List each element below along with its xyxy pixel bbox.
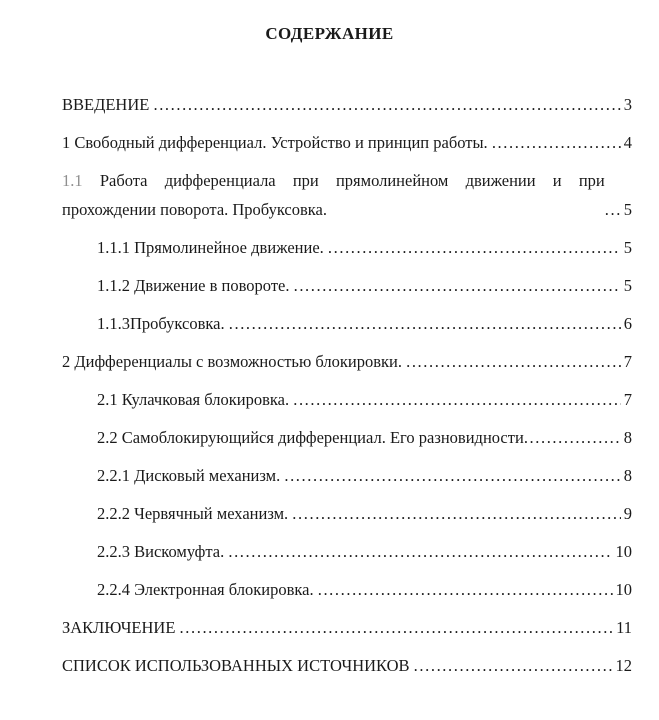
toc-page-number: 3 [623,95,632,114]
toc-entry-text: 1.1 Работа дифференциала при прямолинейном движении и при прохождении поворота. Пробуксовка. [62,171,605,219]
toc-page-number: 8 [623,466,632,485]
toc-leader-dots [318,575,613,604]
toc-entry-text: 1.1.1 Прямолинейное движение. [97,238,324,257]
toc-page-number: 11 [616,618,632,637]
toc-entry-number: 1.1 [62,171,83,190]
toc-entry [62,461,632,490]
toc-leader-dots [228,537,612,566]
toc-entry-text: 2.2.2 Червячный механизм. [97,504,289,523]
toc-entry-text: ВВЕДЕНИЕ [62,95,150,114]
toc-leader-dots [524,423,621,452]
page-title: СОДЕРЖАНИЕ [265,24,394,43]
toc-page-number: 4 [623,133,632,152]
toc-entry-text: 2 Дифференциалы с возможностью блокировки. [62,352,402,371]
toc-page-number: 7 [623,352,632,371]
toc-page-number: 9 [623,504,632,523]
toc-leader-dots [492,128,621,157]
toc-entry [62,233,632,262]
toc-entry-text: 2.2.1 Дисковый механизм. [97,466,281,485]
toc-page-number: 10 [615,542,632,561]
toc-leader-dots [284,461,620,490]
toc-entry [62,575,632,604]
toc-page-number: 10 [615,580,632,599]
toc-entry-text: СПИСОК ИСПОЛЬЗОВАННЫХ ИСТОЧНИКОВ [62,656,410,675]
toc [0,90,659,680]
toc-entry-text: 1 Свободный дифференциал. Устройство и принцип работы. [62,133,488,152]
toc-leader-dots [229,309,621,338]
toc-entry-text: 2.1 Кулачковая блокировка. [97,390,290,409]
toc-leader-dots [605,195,621,224]
toc-entry [62,613,632,642]
toc-entry [62,90,632,119]
toc-entry [62,537,632,566]
toc-page-number: 5 [623,276,632,295]
toc-leader-dots [328,233,621,262]
toc-leader-dots [406,347,621,376]
toc-entry [62,651,632,680]
toc-entry [62,166,632,224]
toc-entry [62,385,632,414]
toc-entry [62,347,632,376]
toc-page-number: 5 [623,200,632,219]
toc-entry-text: ЗАКЛЮЧЕНИЕ [62,618,176,637]
toc-page-number: 6 [623,314,632,333]
toc-page-number: 8 [623,428,632,447]
toc-entry-text: 2.2 Самоблокирующийся дифференциал. Его разновидности [97,428,524,447]
toc-leader-dots [294,271,621,300]
toc-leader-dots [293,385,621,414]
toc-entry [62,271,632,300]
toc-entry [62,499,632,528]
toc-entry-text: 1.1.3Пробуксовка. [97,314,225,333]
toc-leader-dots [153,90,620,119]
toc-leader-dots [292,499,620,528]
toc-page-number: 7 [623,390,632,409]
toc-entry-text: 1.1.2 Движение в повороте. [97,276,290,295]
toc-page-number: 12 [615,656,632,675]
toc-entry-text: 2.2.3 Вискомуфта. [97,542,225,561]
toc-leader-dots [414,651,613,680]
toc-entry [62,423,632,452]
toc-entry [62,309,632,338]
toc-page-number: 5 [623,238,632,257]
toc-entry [62,128,632,157]
toc-entry-text: 2.2.4 Электронная блокировка. [97,580,314,599]
toc-leader-dots [180,613,614,642]
